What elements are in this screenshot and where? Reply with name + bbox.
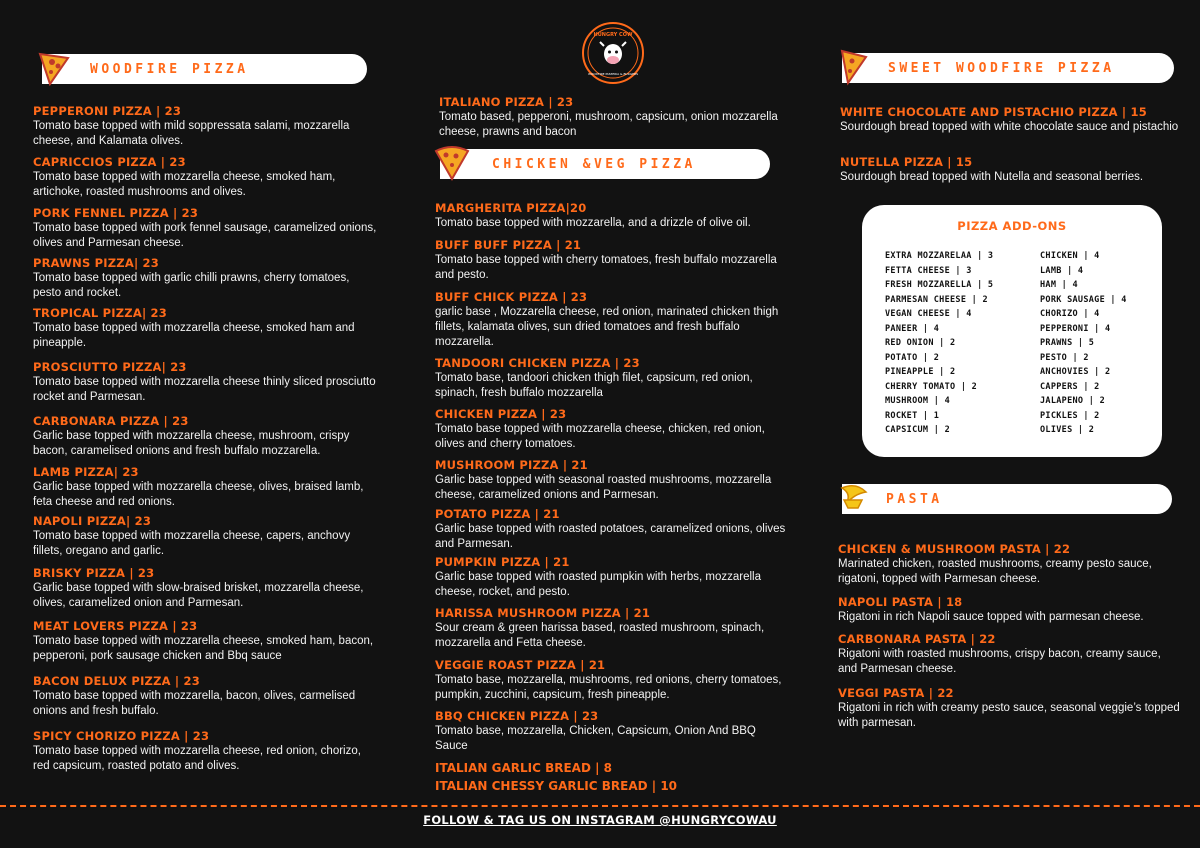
item-desc: Tomato base topped with mild soppressata salami, mozzarella cheese, and Kalamata olives. <box>33 120 350 147</box>
cheesy-garlic-bread-item: ITALIAN CHESSY GARLIC BREAD | 10 <box>435 779 678 793</box>
addon-item: HAM | 4 <box>1040 280 1078 290</box>
woodfire-banner <box>42 54 367 84</box>
pizza-slice-icon <box>430 143 474 183</box>
menu-item <box>838 542 1183 587</box>
menu-item <box>435 407 790 452</box>
menu-item <box>33 360 378 405</box>
menu-item <box>838 686 1183 731</box>
item-desc: Rigatoni in rich with creamy pesto sauce, seasonal veggie’s topped with parmesan. <box>838 702 1180 729</box>
addon-item: RED ONION | 2 <box>885 338 956 348</box>
item-desc: Tomato base topped with garlic chilli prawns, cherry tomatoes, pesto and rocket. <box>33 272 350 299</box>
brand-logo <box>582 22 644 84</box>
menu-item <box>435 201 790 231</box>
garlic-bread-item: ITALIAN GARLIC BREAD | 8 <box>435 761 613 775</box>
addon-item: CAPPERS | 2 <box>1040 381 1100 392</box>
item-desc: Tomato base topped with pork fennel sausage, caramelized onions, olives and Parmesan cheese. <box>33 222 377 249</box>
menu-item <box>435 458 790 503</box>
menu-item <box>435 658 790 703</box>
item-name: CHICKEN & MUSHROOM PASTA | 22 <box>838 542 1071 556</box>
menu-item <box>33 306 378 351</box>
item-desc: Garlic base topped with slow-braised brisket, mozzarella cheese, olives, caramelized onion and Parmesan. <box>33 582 364 609</box>
item-desc: Tomato base topped with mozzarella cheese, smoked ham and pineapple. <box>33 322 355 349</box>
item-desc: Tomato based, pepperoni, mushroom, capsicum, onion mozzarella cheese, prawns and bacon <box>439 111 778 138</box>
item-name: CHICKEN PIZZA | 23 <box>435 407 567 421</box>
item-name: ITALIANO PIZZA | 23 <box>439 95 574 109</box>
addon-item: PICKLES | 2 <box>1040 410 1100 421</box>
addon-item: OLIVES | 2 <box>1040 425 1095 435</box>
item-name: CARBONARA PIZZA | 23 <box>33 414 189 428</box>
cow-logo-icon <box>584 24 642 82</box>
menu-item <box>33 674 378 719</box>
menu-item <box>439 95 794 140</box>
addon-item: MUSHROOM | 4 <box>885 396 951 406</box>
menu-item <box>33 256 378 301</box>
menu-item <box>838 632 1183 677</box>
addon-item: CAPSICUM | 2 <box>885 425 951 435</box>
menu-item <box>33 155 378 200</box>
item-name: PRAWNS PIZZA| 23 <box>33 256 159 270</box>
addon-item: LAMB | 4 <box>1040 265 1084 276</box>
item-desc: Rigatoni in rich Napoli sauce topped with parmesan cheese. <box>838 611 1144 623</box>
addon-item: PINEAPPLE | 2 <box>885 367 956 377</box>
addon-item: CHERRY TOMATO | 2 <box>885 381 978 392</box>
sweet-title: SWEET WOODFIRE PIZZA <box>888 60 1115 76</box>
pasta-title: PASTA <box>886 491 943 507</box>
menu-item <box>840 105 1180 135</box>
item-name: VEGGI PASTA | 22 <box>838 686 954 700</box>
item-name: BRISKY PIZZA | 23 <box>33 566 155 580</box>
menu-item <box>435 290 790 350</box>
pasta-icon <box>832 478 876 518</box>
item-name: BUFF CHICK PIZZA | 23 <box>435 290 588 304</box>
item-name: PEPPERONI PIZZA | 23 <box>33 104 182 118</box>
item-desc: Tomato base, mozzarella, Chicken, Capsicum, Onion And BBQ Sauce <box>435 725 756 752</box>
item-name: TROPICAL PIZZA| 23 <box>33 306 167 320</box>
item-name: VEGGIE ROAST PIZZA | 21 <box>435 658 606 672</box>
menu-item <box>435 238 790 283</box>
item-desc: Tomato base topped with cherry tomatoes, fresh buffalo mozzarella and pesto. <box>435 254 777 281</box>
item-name: MARGHERITA PIZZA|20 <box>435 201 587 215</box>
item-name: NUTELLA PIZZA | 15 <box>840 155 973 169</box>
item-desc: Sour cream & green harissa based, roasted mushroom, spinach, mozzarella and Fetta cheese. <box>435 622 765 649</box>
sweet-banner <box>842 53 1174 83</box>
item-desc: Tomato base topped with mozzarella cheese, capers, anchovy fillets, oregano and garlic. <box>33 530 351 557</box>
item-name: NAPOLI PASTA | 18 <box>838 595 963 609</box>
footer-divider <box>0 805 1200 807</box>
addon-item: ROCKET | 1 <box>885 410 940 421</box>
pasta-banner <box>842 484 1172 514</box>
menu-item <box>33 729 378 774</box>
addon-item: PRAWNS | 5 <box>1040 338 1095 348</box>
addon-item: EXTRA MOZZARELAA | 3 <box>885 251 994 261</box>
addon-item: VEGAN CHEESE | 4 <box>885 309 972 319</box>
item-desc: Sourdough bread topped with white chocolate sauce and pistachio <box>840 121 1179 133</box>
addon-item: PORK SAUSAGE | 4 <box>1040 294 1127 305</box>
item-name: MUSHROOM PIZZA | 21 <box>435 458 588 472</box>
item-desc: Tomato base, tandoori chicken thigh filet, capsicum, red onion, spinach, fresh buffalo mozzarella <box>435 372 753 399</box>
item-name: BBQ CHICKEN PIZZA | 23 <box>435 709 599 723</box>
item-desc: Tomato base, mozzarella, mushrooms, red onions, cherry tomatoes, pumpkin, zucchini, capsicum, fresh pineapple. <box>435 674 782 701</box>
pizza-slice-icon <box>832 47 876 87</box>
item-desc: Garlic base topped with roasted potatoes, caramelized onions, olives and Parmesan. <box>435 523 786 550</box>
menu-item <box>33 206 378 251</box>
addon-item: POTATO | 2 <box>885 352 940 363</box>
item-name: CAPRICCIOS PIZZA | 23 <box>33 155 186 169</box>
addon-item: CHORIZO | 4 <box>1040 309 1100 319</box>
item-name: SPICY CHORIZO PIZZA | 23 <box>33 729 210 743</box>
addon-item: FETTA CHEESE | 3 <box>885 265 972 276</box>
item-desc: Marinated chicken, roasted mushrooms, creamy pesto sauce, rigatoni, topped with Parmesan cheese. <box>838 558 1152 585</box>
addon-item: PARMESAN CHEESE | 2 <box>885 294 988 305</box>
item-name: TANDOORI CHICKEN PIZZA | 23 <box>435 356 640 370</box>
menu-item <box>435 507 790 552</box>
addons-title: PIZZA ADD-ONS <box>957 219 1067 233</box>
menu-item <box>435 606 790 651</box>
menu-item <box>840 155 1180 185</box>
menu-item <box>435 356 790 401</box>
menu-item <box>33 465 378 510</box>
item-name: PROSCIUTTO PIZZA| 23 <box>33 360 187 374</box>
item-desc: Tomato base topped with mozzarella cheese thinly sliced prosciutto rocket and Parmesan. <box>33 376 376 403</box>
menu-item <box>435 555 790 600</box>
item-name: PUMPKIN PIZZA | 21 <box>435 555 570 569</box>
logo-text-top: HUNGRY COW <box>593 32 633 38</box>
item-name: POTATO PIZZA | 21 <box>435 507 560 521</box>
menu-item <box>33 104 378 149</box>
menu-item <box>33 514 378 559</box>
item-desc: Garlic base topped with mozzarella cheese, mushroom, crispy bacon, caramelised onions and fresh buffalo mozzarella. <box>33 430 350 457</box>
menu-item <box>33 619 378 664</box>
item-name: NAPOLI PIZZA| 23 <box>33 514 152 528</box>
menu-item <box>838 595 1183 625</box>
item-desc: Tomato base topped with mozzarella cheese, smoked ham, artichoke, roasted mushrooms and olives. <box>33 171 336 198</box>
addon-item: PANEER | 4 <box>885 323 940 334</box>
chicken-veg-title: CHICKEN &VEG PIZZA <box>492 156 696 172</box>
addon-item: PEPPERONI | 4 <box>1040 323 1111 334</box>
item-name: MEAT LOVERS PIZZA | 23 <box>33 619 198 633</box>
item-desc: Garlic base topped with roasted pumpkin with herbs, mozzarella cheese, rocket, and pesto. <box>435 571 761 598</box>
instagram-footer[interactable]: FOLLOW & TAG US ON INSTAGRAM @HUNGRYCOWAU <box>423 813 777 827</box>
menu-item <box>33 414 378 459</box>
item-desc: Tomato base topped with mozzarella, and a drizzle of olive oil. <box>435 217 751 229</box>
addons-panel <box>862 205 1162 457</box>
woodfire-title: WOODFIRE PIZZA <box>90 61 249 77</box>
item-desc: Tomato base topped with mozzarella cheese, chicken, red onion, olives and cherry tomatoes. <box>435 423 765 450</box>
item-desc: Tomato base topped with mozzarella, bacon, olives, carmelised onions and fresh buffalo. <box>33 690 356 717</box>
logo-text-bottom: WOODFIRE PIZZERIA & BURGERS <box>587 72 639 76</box>
item-name: BACON DELUX PIZZA | 23 <box>33 674 200 688</box>
addon-item: CHICKEN | 4 <box>1040 251 1100 261</box>
item-name: PORK FENNEL PIZZA | 23 <box>33 206 199 220</box>
item-name: CARBONARA PASTA | 22 <box>838 632 996 646</box>
addon-item: JALAPENO | 2 <box>1040 396 1106 406</box>
item-desc: Sourdough bread topped with Nutella and seasonal berries. <box>840 171 1144 183</box>
item-desc: Garlic base topped with seasonal roasted mushrooms, mozzarella cheese, caramelized onions and Parmesan. <box>435 474 772 501</box>
chicken-veg-banner <box>440 149 770 179</box>
item-name: WHITE CHOCOLATE AND PISTACHIO PIZZA | 15 <box>840 105 1147 119</box>
item-desc: Garlic base topped with mozzarella cheese, olives, braised lamb, feta cheese and red onions. <box>33 481 364 508</box>
addon-item: PESTO | 2 <box>1040 352 1089 363</box>
item-desc: Tomato base topped with mozzarella cheese, red onion, chorizo, red capsicum, roasted potato and olives. <box>33 745 361 772</box>
item-name: LAMB PIZZA| 23 <box>33 465 139 479</box>
menu-item <box>435 709 790 754</box>
item-desc: garlic base , Mozzarella cheese, red onion, marinated chicken thigh fillets, kalamata olives, sun dried tomatoes and fresh buffalo mozzarella. <box>435 306 779 348</box>
item-desc: Tomato base topped with mozzarella cheese, smoked ham, bacon, pepperoni, pork sausage chicken and Bbq sauce <box>33 635 374 662</box>
item-desc: Rigatoni with roasted mushrooms, crispy bacon, creamy sauce, and Parmesan cheese. <box>838 648 1161 675</box>
item-name: HARISSA MUSHROOM PIZZA | 21 <box>435 606 651 620</box>
pizza-slice-icon <box>32 48 76 88</box>
item-name: BUFF BUFF PIZZA | 21 <box>435 238 582 252</box>
addon-item: ANCHOVIES | 2 <box>1040 367 1111 377</box>
addon-item: FRESH MOZZARELLA | 5 <box>885 280 994 290</box>
menu-item <box>33 566 378 611</box>
